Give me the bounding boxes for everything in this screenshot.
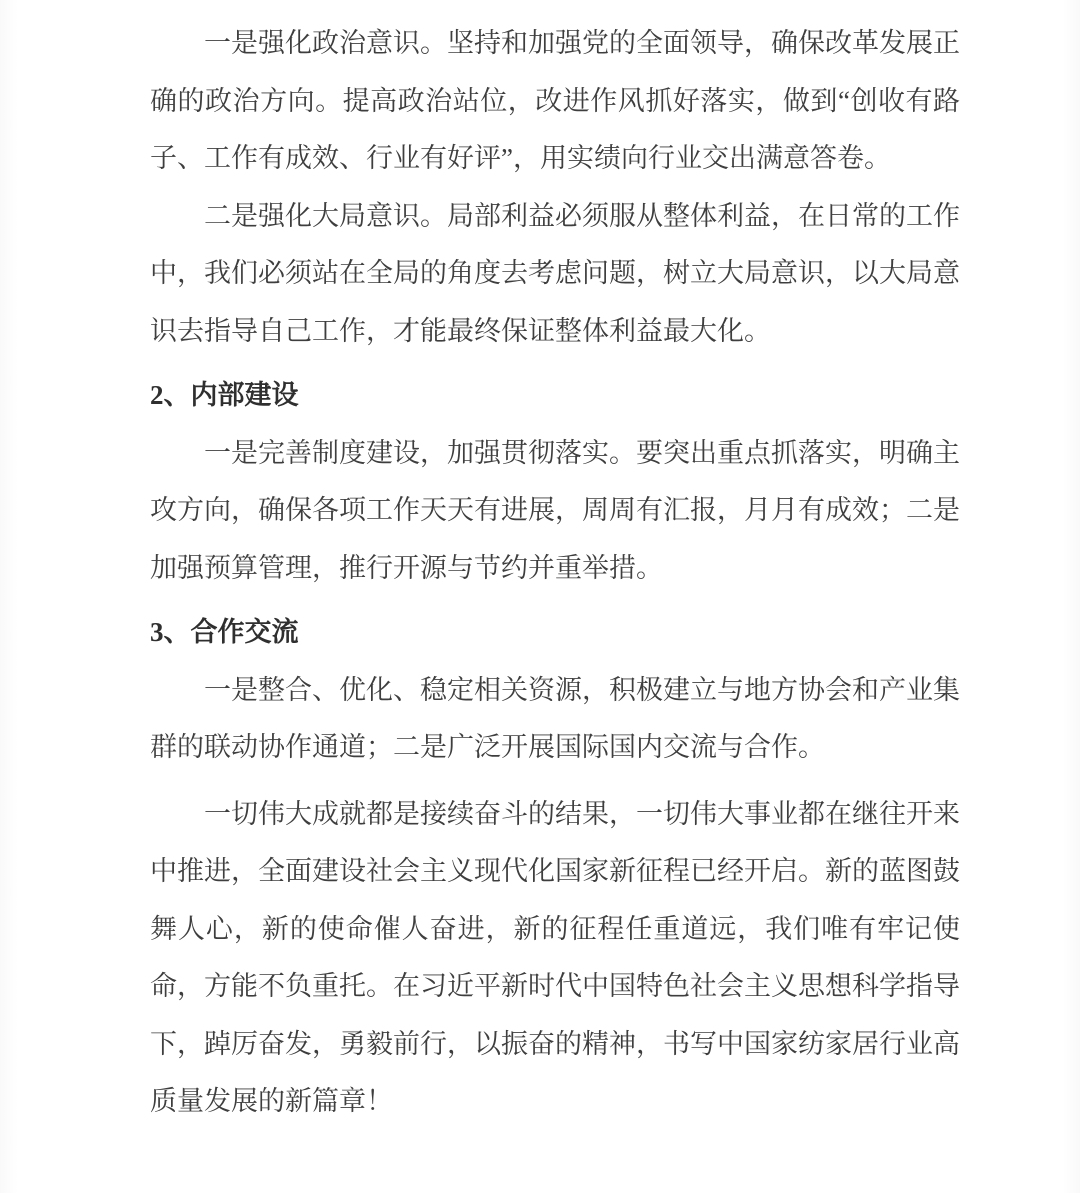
paragraph-internal-construction: 一是完善制度建设，加强贯彻落实。要突出重点抓落实，明确主攻方向，确保各项工作天天有进展，周周有汇报，月月有成效；二是加强预算管理，推行开源与节约并重举措。	[150, 437, 960, 583]
paragraph-overall-awareness: 二是强化大局意识。局部利益必须服从整体利益，在日常的工作中，我们必须站在全局的角度去考虑问题，树立大局意识，以大局意识去指导自己工作，才能最终保证整体利益最大化。	[150, 200, 960, 346]
paragraph-political-awareness: 一是强化政治意识。坚持和加强党的全面领导，确保改革发展正确的政治方向。提高政治站位，改进作风抓好落实，做到“创收有路子、工作有成效、行业有好评”，用实绩向行业交出满意答卷。	[150, 28, 960, 173]
section-heading-internal-construction: 2、内部建设	[150, 380, 299, 410]
paragraph-cooperation-exchange: 一是整合、优化、稳定相关资源，积极建立与地方协会和产业集群的联动协作通道；二是广泛开展国际国内交流与合作。	[150, 674, 960, 762]
section-heading-cooperation-exchange: 3、合作交流	[150, 617, 299, 647]
paragraph-conclusion: 一切伟大成就都是接续奋斗的结果，一切伟大事业都在继往开来中推进，全面建设社会主义现代化国家新征程已经开启。新的蓝图鼓舞人心，新的使命催人奋进，新的征程任重道远，我们唯有牢记使命，方能不负重托。在习近平新时代中国特色社会主义思想科学指导下，踔厉奋发，勇毅前行，以振奋的精神，书写中国家纺家居行业高质量发展的新篇章！	[150, 798, 960, 1116]
